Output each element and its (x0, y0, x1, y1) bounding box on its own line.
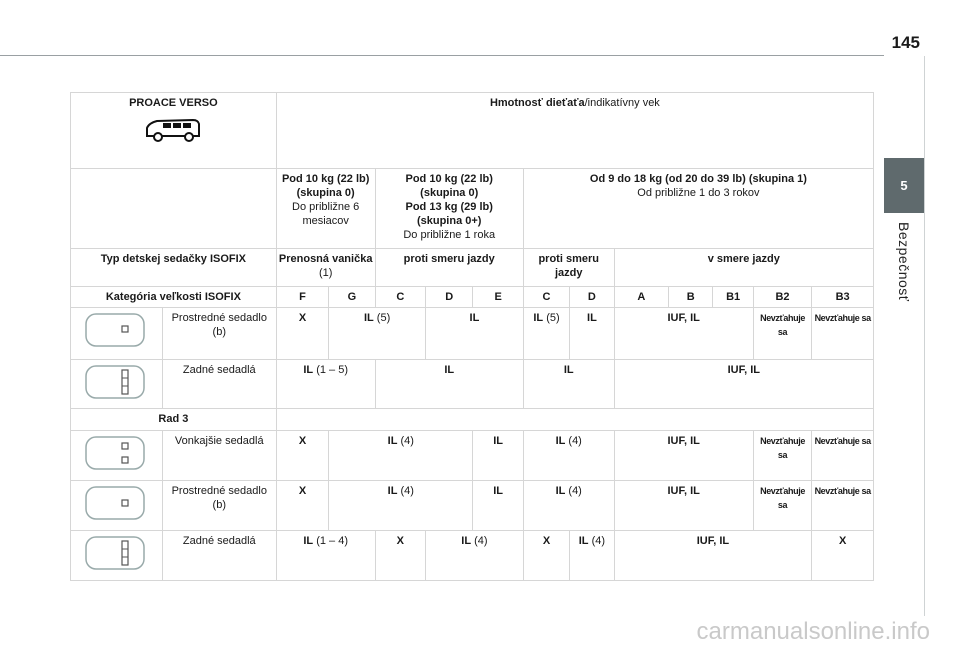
isofix-table (70, 92, 874, 581)
cell: IUF, IL (614, 481, 753, 531)
group-0-age: Do približne 6 mesiacov (292, 201, 360, 227)
size-cell: G (329, 287, 375, 308)
row3-heading: Rad 3 (71, 409, 277, 431)
group-1-age: Od približne 1 do 3 rokov (637, 187, 760, 199)
cell: IL (426, 308, 524, 360)
type-rear-1: proti smeru jazdy (375, 249, 523, 287)
weight-header-bold: Hmotnosť dieťaťa (489, 97, 585, 109)
cell (329, 308, 426, 360)
cell-value: IL (363, 312, 374, 324)
seat-icon-cell (71, 481, 163, 531)
cell: Nevzťahuje sa (753, 481, 812, 531)
seat-icon-cell (71, 308, 163, 360)
cell: Nevzťahuje sa (812, 308, 874, 360)
size-cell: F (276, 287, 328, 308)
side-divider (924, 56, 925, 616)
group-0plus-weight-a: Pod 10 kg (22 lb) (405, 173, 493, 185)
seat-icon-cell (71, 360, 163, 409)
seat-layout-icon (84, 311, 148, 349)
cell-value: IL (578, 535, 589, 547)
size-cell: D (426, 287, 473, 308)
chapter-tab[interactable]: 5 (884, 158, 924, 213)
cell-note: (4) (568, 485, 582, 497)
type-carrycot-note: (1) (318, 267, 333, 279)
cell: IUF, IL (614, 308, 753, 360)
type-rear-2: proti smeru jazdy (523, 249, 614, 287)
group-0plus-weight-b: Pod 13 kg (29 lb) (405, 201, 493, 213)
cell-note: (4) (474, 535, 488, 547)
cell (276, 360, 375, 409)
seat-layout-icon (84, 363, 148, 401)
header-rule (0, 55, 884, 56)
size-cell: B3 (812, 287, 874, 308)
size-label: Kategória veľkosti ISOFIX (71, 287, 277, 308)
seat-icon-cell (71, 531, 163, 581)
cell: X (276, 481, 328, 531)
cell: Nevzťahuje sa (753, 431, 812, 481)
type-forward: v smere jazdy (614, 249, 873, 287)
size-cell: C (523, 287, 569, 308)
cell (523, 481, 614, 531)
cell: IL (473, 481, 523, 531)
size-cell: B (669, 287, 713, 308)
type-carrycot (276, 249, 375, 287)
seat-layout-icon (84, 534, 148, 572)
cell (426, 531, 524, 581)
vehicle-cell (71, 93, 277, 169)
row-label: Zadné sedadlá (162, 360, 276, 409)
cell: IL (473, 431, 523, 481)
cell-note: (1 – 5) (316, 364, 348, 376)
cell: X (375, 531, 425, 581)
cell-value: IL (555, 435, 566, 447)
size-cell: B2 (753, 287, 812, 308)
row-label: Vonkajšie sedadlá (162, 431, 276, 481)
empty-cell (276, 409, 873, 431)
row-label: Prostredné sedadlo (b) (162, 308, 276, 360)
cell (329, 481, 473, 531)
chapter-title: Bezpečnosť (896, 222, 912, 302)
size-cell: E (473, 287, 523, 308)
seat-layout-icon (84, 484, 148, 522)
cell: Nevzťahuje sa (812, 431, 874, 481)
cell (570, 531, 614, 581)
size-cell: C (375, 287, 425, 308)
group-0plus-label-b: (skupina 0+) (416, 215, 482, 227)
cell: X (812, 531, 874, 581)
size-cell: D (570, 287, 614, 308)
watermark: carmanualsonline.info (696, 618, 930, 645)
cell: Nevzťahuje sa (812, 481, 874, 531)
weight-header-rest: /indikatívny vek (584, 97, 660, 109)
group-0-weight: Pod 10 kg (22 lb) (281, 173, 370, 185)
type-label: Typ detskej sedačky ISOFIX (71, 249, 277, 287)
row-label: Prostredné sedadlo (b) (162, 481, 276, 531)
cell-value: IL (303, 364, 314, 376)
page-number: 145 (891, 33, 920, 52)
group-0plus-label-a: (skupina 0) (420, 187, 479, 199)
cell-value: IL (303, 535, 314, 547)
cell (329, 431, 473, 481)
cell: IUF, IL (614, 531, 812, 581)
weight-header (276, 93, 873, 169)
cell: IL (570, 308, 614, 360)
vehicle-name: PROACE VERSO (129, 97, 218, 109)
cell-value: IL (555, 485, 566, 497)
group-1 (523, 169, 873, 249)
group-0plus (375, 169, 523, 249)
group-0-label: (skupina 0) (296, 187, 355, 199)
empty-cell (71, 169, 277, 249)
cell-note: (5) (376, 312, 391, 324)
cell-note: (5) (546, 312, 560, 324)
cell: IUF, IL (614, 431, 753, 481)
cell-value: IL (533, 312, 544, 324)
cell: X (276, 431, 328, 481)
cell: IUF, IL (614, 360, 873, 409)
cell-value: IL (461, 535, 472, 547)
cell: IL (523, 360, 614, 409)
cell: Nevzťahuje sa (753, 308, 812, 360)
cell-note: (4) (591, 535, 606, 547)
cell-note: (1 – 4) (316, 535, 348, 547)
cell (523, 431, 614, 481)
group-0plus-age: Do približne 1 roka (403, 229, 496, 241)
cell-note: (4) (400, 435, 414, 447)
cell: IL (375, 360, 523, 409)
group-0 (276, 169, 375, 249)
cell-note: (4) (400, 485, 414, 497)
cell-value: IL (387, 485, 398, 497)
cell (523, 308, 569, 360)
cell (276, 531, 375, 581)
type-carrycot-text: Prenosná vanička (278, 253, 373, 265)
cell-note: (4) (568, 435, 582, 447)
group-1-weight: Od 9 do 18 kg (od 20 do 39 lb) (skupina 1) (589, 173, 807, 185)
size-cell: B1 (713, 287, 753, 308)
size-cell: A (614, 287, 668, 308)
cell: X (523, 531, 569, 581)
seat-icon-cell (71, 431, 163, 481)
cell: X (276, 308, 328, 360)
row-label: Zadné sedadlá (162, 531, 276, 581)
seat-layout-icon (84, 434, 148, 472)
cell-value: IL (387, 435, 398, 447)
van-icon (143, 114, 203, 144)
